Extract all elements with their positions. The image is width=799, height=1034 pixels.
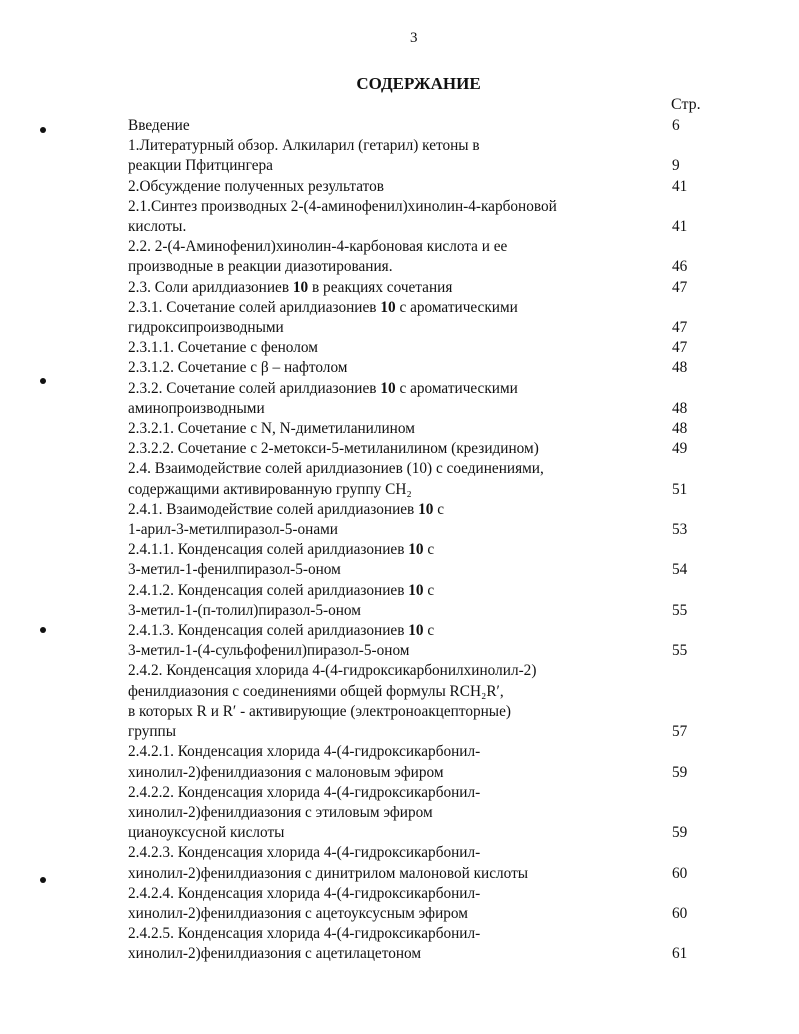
toc-entry-text: 2.4.2.2. Конденсация хлорида 4-(4-гидроксикарбонил- <box>128 783 481 801</box>
toc-entry-text: 3-метил-1-(4-сульфофенил)пиразол-5-оном <box>128 642 410 660</box>
toc-entry-text: 2.4.2.5. Конденсация хлорида 4-(4-гидроксикарбонил- <box>128 925 481 943</box>
toc-entry-text: 2.3.1.2. Сочетание с β – нафтолом <box>128 359 348 377</box>
toc-entry-page: 48 <box>672 420 688 438</box>
toc-entry-text: кислоты. <box>128 218 187 236</box>
toc-entry-text: цианоуксусной кислоты <box>128 824 285 842</box>
toc-entry <box>128 278 718 298</box>
toc-entry-page: 49 <box>672 440 688 458</box>
toc-entry <box>128 500 718 540</box>
compound-number: 10 <box>408 581 424 599</box>
toc-entry-page: 47 <box>672 278 688 296</box>
toc-entry-text: 2.3.2. Сочетание солей арилдиазониев 10 с ароматическими <box>128 379 518 397</box>
table-of-contents <box>128 116 718 965</box>
toc-entry-text: 2.3.1.1. Сочетание с фенолом <box>128 339 318 357</box>
toc-entry <box>128 884 718 924</box>
compound-number: 10 <box>380 298 396 316</box>
toc-entry <box>128 661 718 742</box>
toc-entry <box>128 379 718 419</box>
toc-entry <box>128 197 718 237</box>
toc-entry <box>128 924 718 964</box>
compound-number: 10 <box>408 541 424 559</box>
toc-entry-text: 2.4. Взаимодействие солей арилдиазониев (10) с соединениями, <box>128 460 544 478</box>
toc-entry-page: 51 <box>672 480 688 498</box>
toc-entry-text: 2.3.2.1. Сочетание с N, N-диметиланилином <box>128 420 415 438</box>
toc-entry-page: 59 <box>672 763 688 781</box>
toc-entry-page: 55 <box>672 642 688 660</box>
toc-entry-text: Введение <box>128 117 190 134</box>
toc-entry-text: 2.4.1.3. Конденсация солей арилдиазониев 10 с <box>128 622 435 640</box>
toc-entry-page: 46 <box>672 258 688 276</box>
toc-entry <box>128 419 718 439</box>
toc-entry <box>128 540 718 580</box>
toc-entry <box>128 742 718 782</box>
toc-entry <box>128 459 718 499</box>
page-number: 3 <box>410 30 418 46</box>
toc-entry-page: 41 <box>672 218 688 236</box>
toc-entry-text: фенилдиазония с соединениями общей формулы RCH₂R′, <box>128 682 504 700</box>
toc-entry <box>128 116 718 136</box>
toc-entry-page: 48 <box>672 359 688 377</box>
toc-entry-page: 47 <box>672 339 688 357</box>
toc-entry <box>128 843 718 883</box>
toc-entry-text: 2.4.2.3. Конденсация хлорида 4-(4-гидроксикарбонил- <box>128 844 481 862</box>
toc-entry-text: 2.4.1.1. Конденсация солей арилдиазониев 10 с <box>128 541 435 559</box>
toc-entry <box>128 298 718 338</box>
toc-entry-text: 2.3.1. Сочетание солей арилдиазониев 10 с ароматическими <box>128 298 518 316</box>
toc-entry-text: 3-метил-1-фенилпиразол-5-оном <box>128 561 341 579</box>
page-column-header: Стр. <box>671 96 701 113</box>
toc-entry-text: в которых R и R′ - активирующие (электроноакцепторные) <box>128 702 511 720</box>
toc-entry-text: 1-арил-3-метилпиразол-5-онами <box>128 521 338 539</box>
toc-entry-text: 2.4.2.1. Конденсация хлорида 4-(4-гидроксикарбонил- <box>128 743 481 761</box>
toc-entry-text: 2.4.2. Конденсация хлорида 4-(4-гидроксикарбонилхинолил-2) <box>128 662 537 680</box>
toc-entry-page: 60 <box>672 904 688 922</box>
toc-entry-text: 2.3. Соли арилдиазониев 10 в реакциях сочетания <box>128 278 453 296</box>
toc-entry-page: 41 <box>672 177 688 195</box>
toc-entry-page: 61 <box>672 945 688 963</box>
toc-entry-text: аминопроизводными <box>128 399 265 417</box>
toc-entry-page: 53 <box>672 521 688 539</box>
toc-entry-text: хинолил-2)фенилдиазония с ацетоуксусным эфиром <box>128 904 468 922</box>
compound-number: 10 <box>380 379 396 397</box>
toc-entry <box>128 783 718 844</box>
toc-entry-page: 57 <box>672 723 688 741</box>
toc-entry-text: хинолил-2)фенилдиазония с малоновым эфиром <box>128 763 444 781</box>
toc-entry-text: 2.4.1. Взаимодействие солей арилдиазониев 10 с <box>128 500 445 518</box>
toc-entry-page: 6 <box>672 117 680 134</box>
compound-number: 10 <box>418 500 434 518</box>
punch-hole-mark <box>40 627 46 633</box>
toc-entry-page: 55 <box>672 601 688 619</box>
toc-entry-text: 2.4.2.4. Конденсация хлорида 4-(4-гидроксикарбонил- <box>128 884 481 902</box>
toc-entry <box>128 338 718 358</box>
toc-entry-page: 60 <box>672 864 688 882</box>
punch-hole-mark <box>40 877 46 883</box>
toc-entry-text: 2.4.1.2. Конденсация солей арилдиазониев 10 с <box>128 581 435 599</box>
toc-entry-text: 2.3.2.2. Сочетание с 2-метокси-5-метиланилином (крезидином) <box>128 440 539 458</box>
toc-entry-text: хинолил-2)фенилдиазония с этиловым эфиром <box>128 803 433 821</box>
toc-entry-page: 54 <box>672 561 688 579</box>
toc-entry-text: хинолил-2)фенилдиазония с ацетилацетоном <box>128 945 422 963</box>
toc-entry-text: гидроксипроизводными <box>128 319 284 337</box>
toc-entry-page: 47 <box>672 319 688 337</box>
toc-entry-text: производные в реакции диазотирования. <box>128 258 393 276</box>
compound-number: 10 <box>292 278 309 296</box>
toc-entry-text: 3-метил-1-(п-толил)пиразол-5-оном <box>128 601 361 619</box>
toc-entry-text: группы <box>128 723 177 741</box>
toc-entry-page: 59 <box>672 824 688 842</box>
toc-entry-text: реакции Пфитцингера <box>128 157 273 175</box>
toc-entry-text: 1.Литературный обзор. Алкиларил (гетарил) кетоны в <box>128 137 480 155</box>
toc-entry <box>128 136 718 176</box>
toc-entry <box>128 581 718 621</box>
toc-entry-page: 48 <box>672 399 688 417</box>
toc-entry <box>128 358 718 378</box>
punch-hole-mark <box>40 378 46 384</box>
toc-entry <box>128 177 718 197</box>
toc-entry-page: 9 <box>672 157 680 175</box>
punch-hole-mark <box>40 127 46 133</box>
toc-entry <box>128 621 718 661</box>
toc-entry-text: хинолил-2)фенилдиазония с динитрилом малоновой кислоты <box>128 864 529 882</box>
compound-number: 10 <box>408 622 424 640</box>
toc-entry <box>128 439 718 459</box>
toc-entry <box>128 237 718 277</box>
toc-entry-text: 2.Обсуждение полученных результатов <box>128 177 384 195</box>
toc-entry-text: содержащими активированную группу CH₂ <box>128 480 412 498</box>
toc-entry-text: 2.1.Синтез производных 2-(4-аминофенил)хинолин-4-карбоновой <box>128 197 557 215</box>
toc-entry-text: 2.2. 2-(4-Аминофенил)хинолин-4-карбоновая кислота и ее <box>128 238 508 256</box>
page-title: СОДЕРЖАНИЕ <box>356 74 481 93</box>
